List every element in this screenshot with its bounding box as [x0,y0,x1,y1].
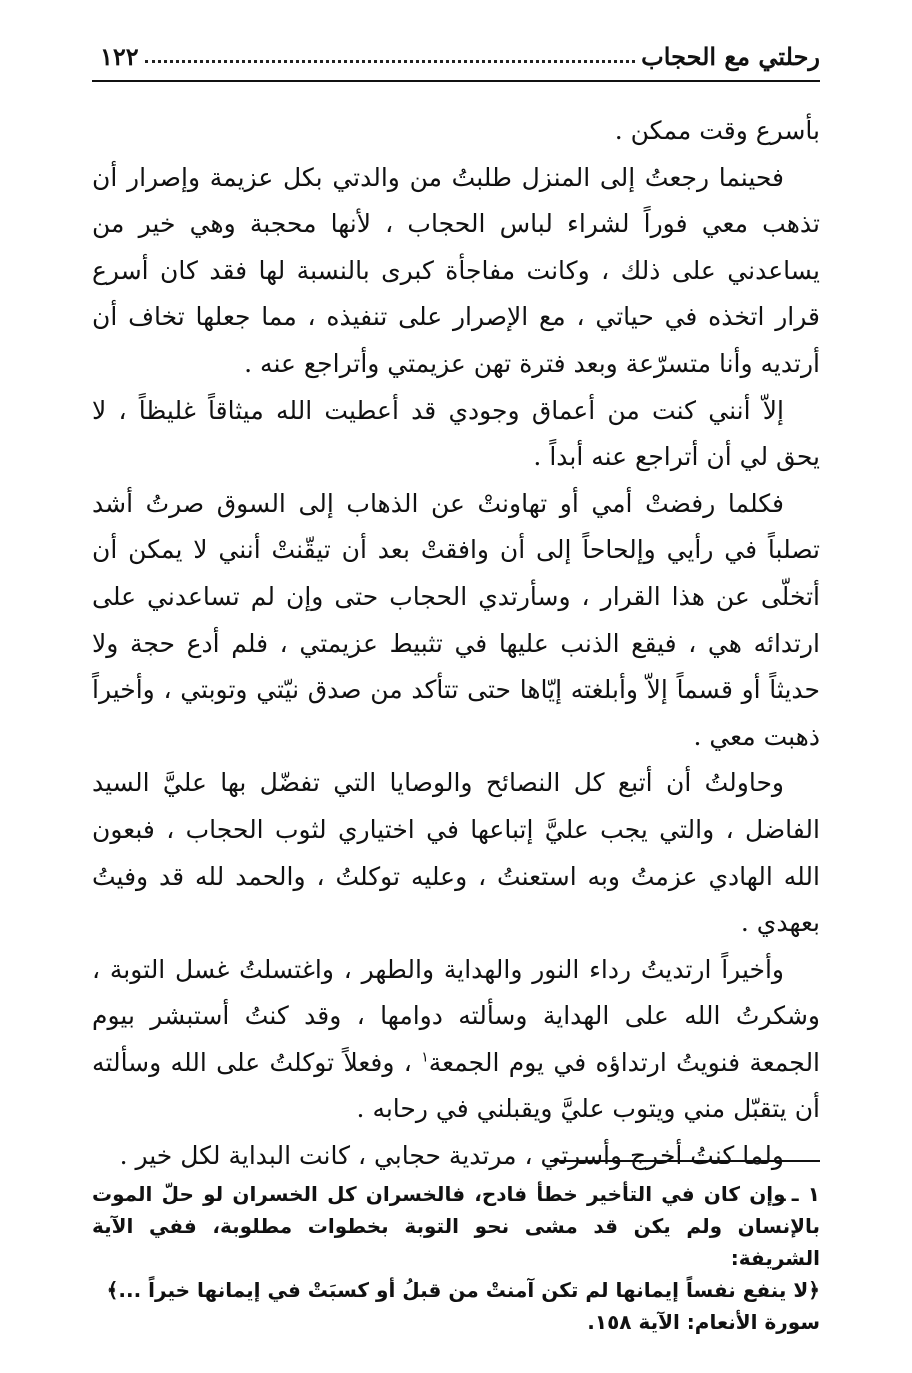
paragraph-2: فحينما رجعتُ إلى المنزل طلبتُ من والدتي بكل عزيمة وإصرار أن تذهب معي فوراً لشراء لباس الحجاب ، لأنها محجبة وهي خير من يساعدني على ذلك ، وكانت مفاجأة كبرى بالنسبة لها فقد كان أسرع قرار اتخذه في حياتي ، مع الإصرار على تنفيذه ، مما جعلها تخاف أن أرتديه وأنا متسرّعة وبعد فترة تهن عزيمتي وأتراجع عنه . [92,162,820,378]
body-text [92,108,820,1180]
leader-dots [145,50,636,63]
paragraph-6 [92,947,820,1133]
header-rule [92,80,820,82]
paragraph-5: وحاولتُ أن أتبع كل النصائح والوصايا التي تفضّل بها عليَّ السيد الفاضل ، والتي يجب عليَّ إتباعها في اختياري لثوب الحجاب ، فبعون الله الهادي عزمتُ وبه استعنتُ ، وعليه توكلتُ ، والحمد لله قد وفيتُ بعهدي . [92,768,820,938]
book-title: رحلتي مع الحجاب [641,41,820,71]
paragraph-6-text-b: ، وفعلاً توكلتُ على الله وسألته أن يتقبّل مني ويتوب عليَّ ويقبلني في رحابه . [92,1047,820,1124]
paragraph-3: إلاّ أنني كنت من أعماق وجودي قد أعطيت الله ميثاقاً غليظاً ، لا يحق لي أن أتراجع عنه أبداً . [92,395,820,472]
footnote-rule [550,1160,820,1162]
footnote-text: وإن كان في التأخير خطأ فادح، فالخسران كل الخسران لو حلّ الموت بالإنسان ولم يكن قد مشى نحو التوبة بخطوات مطلوبة، ففي الآية الشريفة: [92,1182,820,1270]
paragraph-1: بأسرع وقت ممكن . [614,116,820,145]
paragraph-4: فكلما رفضتْ أمي أو تهاونتْ عن الذهاب إلى السوق صرتُ أشد تصلباً في رأيي وإلحاحاً إلى أن وافقتْ بعد أن تيقّنتْ أنني لا يمكن أن أتخلّى عن هذا القرار ، وسأرتدي الحجاب حتى وإن لم تساعدني على ارتدائه هي ، فيقع الذنب عليها في تثبيط عزيمتي ، فلم أدع حجة ولا حديثاً أو قسماً إلاّ وأبلغته إيّاها حتى تتأكد من صدق نيّتي وتوبتي ، وأخيراً ذهبت معي . [92,488,820,751]
footnote-number: ١ ـ [791,1182,820,1206]
footnote-citation: سورة الأنعام: الآية ١٥٨. [587,1310,820,1334]
paragraph-6-text-a: وأخيراً ارتديتُ رداء النور والهداية والطهر ، واغتسلتُ غسل التوبة ، وشكرتُ الله على الهداية وسألته دوامها ، وقد كنتُ أستبشر بيوم الجمعة فنويتُ ارتداؤه في يوم الجمعة [92,954,821,1077]
running-head [92,38,820,74]
footnote-quote: ﴿لا ينفع نفساً إيمانها لم تكن آمنتْ من قبلُ أو كسبَتْ في إيمانها خيراً ...﴾ [106,1278,820,1302]
footnotes [92,1178,820,1338]
paragraph-7: ولما كنتُ أخرج وأسرتي ، مرتدية حجابي ، كانت البداية لكل خير . [119,1141,784,1171]
footnote-1 [92,1178,820,1274]
page-number: ١٢٢ [100,41,139,71]
footnote-marker[interactable]: ١ [421,1049,429,1066]
